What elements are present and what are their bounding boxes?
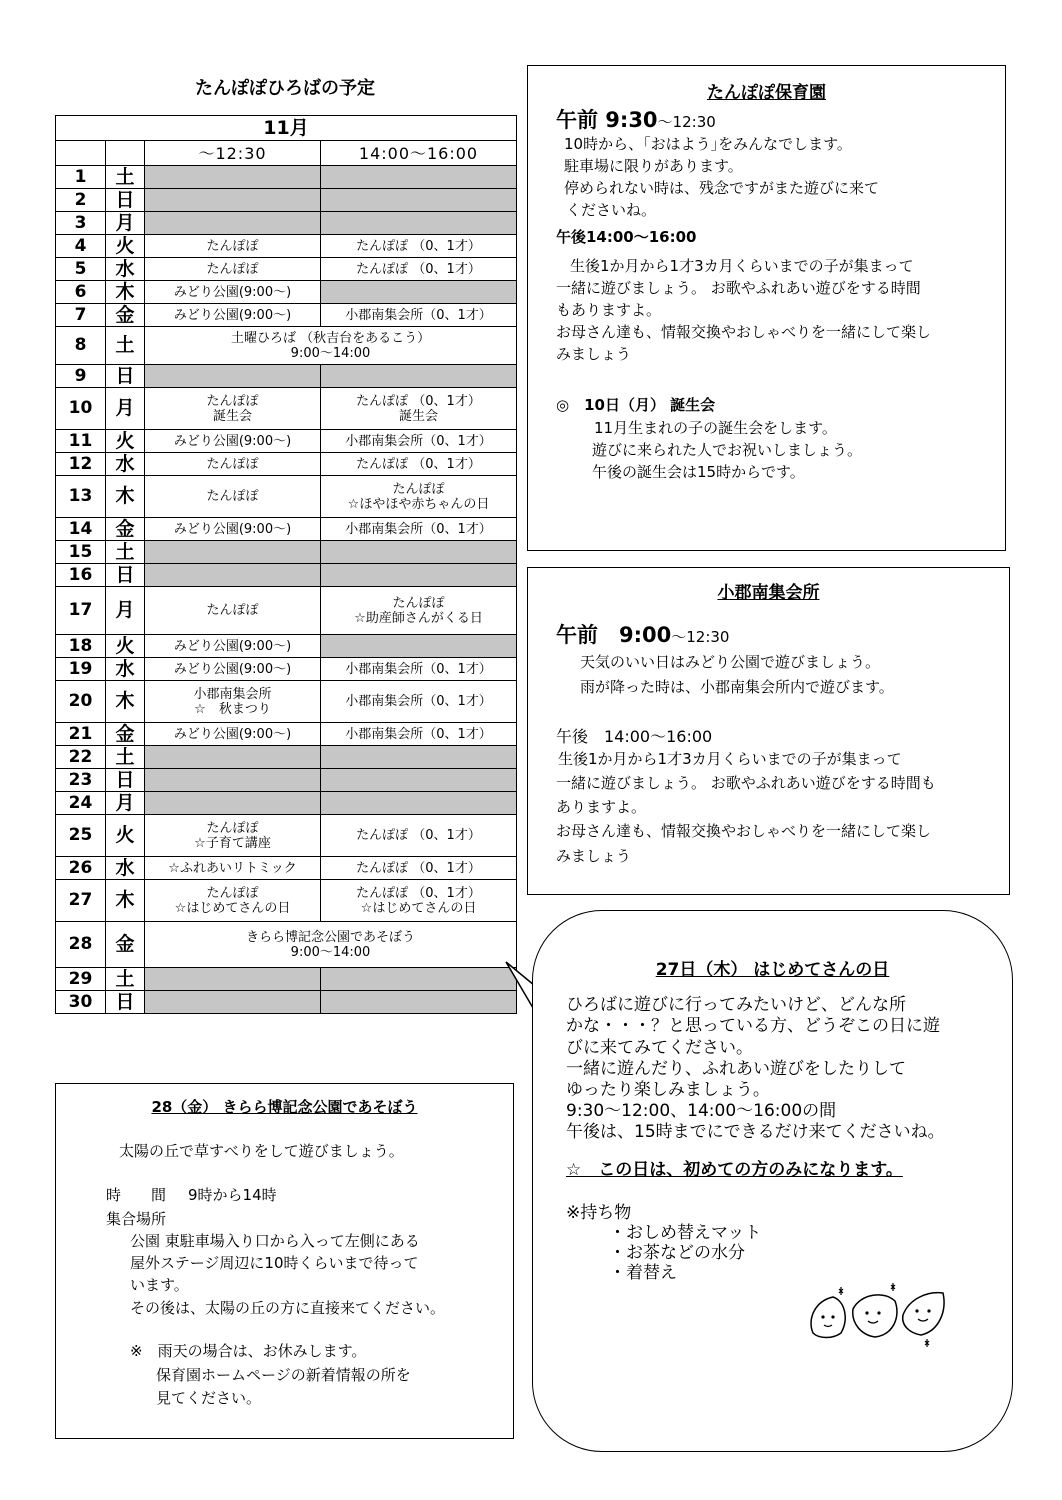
hajimete-item: ・お茶などの水分 xyxy=(609,1243,745,1263)
day-number: 15 xyxy=(56,541,106,564)
day-number: 22 xyxy=(56,746,106,769)
schedule-row xyxy=(56,792,517,815)
hoikuen-am-heading: 午前 9:30 xyxy=(556,108,658,132)
schedule-row xyxy=(56,453,517,476)
pm-activity: たんぽぽ （0、1才） xyxy=(321,235,517,258)
kirara-box xyxy=(55,1083,514,1439)
am-activity: みどり公園(9:00～) xyxy=(145,281,321,304)
pm-activity xyxy=(321,769,517,792)
am-activity: たんぽぽ ☆はじめてさんの日 xyxy=(145,880,321,922)
weekday: 金 xyxy=(106,922,145,968)
schedule-row xyxy=(56,235,517,258)
kirara-place-line: その後は、太陽の丘の方に直接来てください。 xyxy=(130,1299,446,1317)
day-number: 20 xyxy=(56,681,106,723)
weekday: 土 xyxy=(106,327,145,365)
shukaisho-am-heading: 午前 9:00 xyxy=(556,623,672,647)
hajimete-line: 9:30～12:00、14:00～16:00の間 xyxy=(566,1101,837,1121)
am-activity: たんぽぽ 誕生会 xyxy=(145,388,321,430)
am-activity xyxy=(145,541,321,564)
weekday: 火 xyxy=(106,815,145,857)
weekday: 金 xyxy=(106,518,145,541)
hajimete-bubble xyxy=(532,910,1013,1452)
weekday: 日 xyxy=(106,564,145,587)
schedule-row xyxy=(56,430,517,453)
kirara-time-row xyxy=(106,1184,277,1206)
pm-activity: たんぽぽ ☆ほやほや赤ちゃんの日 xyxy=(321,476,517,518)
day-number: 6 xyxy=(56,281,106,304)
weekday: 水 xyxy=(106,258,145,281)
kirara-place-line: 屋外ステージ周辺に10時くらいまで待って xyxy=(130,1254,419,1272)
weekday: 月 xyxy=(106,792,145,815)
schedule-row xyxy=(56,769,517,792)
hoikuen-pm-line: 生後1か月から1才3カ月くらいまでの子が集まって xyxy=(570,257,914,275)
hajimete-line: 午後は、15時までにできるだけ来てくださいね。 xyxy=(566,1122,945,1142)
weekday: 水 xyxy=(106,453,145,476)
am-activity xyxy=(145,968,321,991)
day-number: 16 xyxy=(56,564,106,587)
schedule-row xyxy=(56,991,517,1014)
am-activity: たんぽぽ ☆子育て講座 xyxy=(145,815,321,857)
weekday: 日 xyxy=(106,769,145,792)
leaf-character-middle-icon xyxy=(853,1295,897,1337)
hoikuen-title: たんぽぽ保育園 xyxy=(707,83,826,103)
hoikuen-pm-heading: 午後14:00～16:00 xyxy=(556,228,697,246)
schedule-row xyxy=(56,166,517,189)
am-activity: みどり公園(9:00～) xyxy=(145,518,321,541)
weekday: 金 xyxy=(106,723,145,746)
schedule-row xyxy=(56,587,517,635)
shukaisho-box xyxy=(527,567,1010,895)
am-activity: たんぽぽ xyxy=(145,453,321,476)
hajimete-title xyxy=(533,959,1012,981)
am-activity xyxy=(145,564,321,587)
day-number: 12 xyxy=(56,453,106,476)
pm-activity: たんぽぽ （0、1才） xyxy=(321,258,517,281)
pm-activity: 小郡南集会所（0、1才） xyxy=(321,430,517,453)
hajimete-line: ひろばに遊びに行ってみたいけど、どんな所 xyxy=(566,995,906,1015)
shukaisho-am-time: ～12:30 xyxy=(671,628,730,646)
am-activity: みどり公園(9:00～) xyxy=(145,635,321,658)
day-number: 21 xyxy=(56,723,106,746)
schedule-row xyxy=(56,564,517,587)
weekday: 月 xyxy=(106,388,145,430)
schedule-row xyxy=(56,968,517,991)
weekday: 月 xyxy=(106,212,145,235)
pm-activity: たんぽぽ （0、1才） xyxy=(321,815,517,857)
am-activity: みどり公園(9:00～) xyxy=(145,430,321,453)
schedule-row xyxy=(56,189,517,212)
am-activity: たんぽぽ xyxy=(145,476,321,518)
kirara-place-label: 集合場所 xyxy=(106,1210,167,1228)
am-activity xyxy=(145,769,321,792)
day-number: 18 xyxy=(56,635,106,658)
am-activity xyxy=(145,166,321,189)
hajimete-title-date: 27 xyxy=(655,960,680,980)
hoikuen-am-line: 停められない時は、残念ですがまた遊びに来て xyxy=(564,179,880,197)
schedule-row xyxy=(56,541,517,564)
am-activity xyxy=(145,792,321,815)
day-number: 28 xyxy=(56,922,106,968)
schedule-row xyxy=(56,476,517,518)
day-number: 17 xyxy=(56,587,106,635)
day-number: 2 xyxy=(56,189,106,212)
day-number: 13 xyxy=(56,476,106,518)
shukaisho-am-line: 雨が降った時は、小郡南集会所内で遊びます。 xyxy=(580,678,894,696)
pm-activity xyxy=(321,541,517,564)
pm-activity xyxy=(321,792,517,815)
pm-activity: 小郡南集会所（0、1才） xyxy=(321,518,517,541)
hoikuen-birthday-line: 午後の誕生会は15時からです。 xyxy=(592,463,805,481)
am-activity xyxy=(145,746,321,769)
day-number: 19 xyxy=(56,658,106,681)
schedule-row xyxy=(56,304,517,327)
am-activity xyxy=(145,189,321,212)
hajimete-line: びに来てみてください。 xyxy=(566,1038,753,1058)
pm-activity: 小郡南集会所（0、1才） xyxy=(321,681,517,723)
schedule-row xyxy=(56,212,517,235)
pm-activity: たんぽぽ （0、1才） ☆はじめてさんの日 xyxy=(321,880,517,922)
all-day-event: きらら博記念公園であそぼう 9:00～14:00 xyxy=(145,922,517,968)
weekday: 土 xyxy=(106,166,145,189)
day-number: 25 xyxy=(56,815,106,857)
pm-activity: 小郡南集会所（0、1才） xyxy=(321,304,517,327)
day-number: 5 xyxy=(56,258,106,281)
schedule-row xyxy=(56,658,517,681)
weekday: 水 xyxy=(106,658,145,681)
weekday: 土 xyxy=(106,541,145,564)
hoikuen-pm-line: 一緒に遊びましょう。 お歌やふれあい遊びをする時間 xyxy=(556,279,921,297)
hoikuen-am-line: くださいね。 xyxy=(566,201,657,219)
month-header: 11月 xyxy=(56,116,517,141)
am-activity: ☆ふれあいリトミック xyxy=(145,857,321,880)
day-number: 10 xyxy=(56,388,106,430)
pm-activity xyxy=(321,746,517,769)
shukaisho-pm-line: 生後1か月から1才3カ月くらいまでの子が集まって xyxy=(558,750,902,768)
weekday: 土 xyxy=(106,746,145,769)
schedule-title: たんぽぽひろばの予定 xyxy=(195,78,375,99)
hajimete-line: 一緒に遊んだり、ふれあい遊びをしたりして xyxy=(566,1059,906,1079)
hoikuen-pm-line: お母さん達も、情報交換やおしゃべりを一緒にして楽し xyxy=(556,323,932,341)
pm-activity xyxy=(321,365,517,388)
day-number: 11 xyxy=(56,430,106,453)
shukaisho-pm-line: 一緒に遊びましょう。 お歌やふれあい遊びをする時間も xyxy=(556,774,936,792)
kirara-rain-line: 保育園ホームページの新着情報の所を xyxy=(156,1366,411,1384)
weekday: 日 xyxy=(106,991,145,1014)
weekday: 木 xyxy=(106,476,145,518)
header-blank-weekday xyxy=(106,141,145,166)
column-header-pm: 14:00～16:00 xyxy=(321,141,517,166)
weekday: 水 xyxy=(106,857,145,880)
weekday: 木 xyxy=(106,880,145,922)
hoikuen-am-line: 駐車場に限りがあります。 xyxy=(564,157,743,175)
schedule-row xyxy=(56,327,517,365)
schedule-row xyxy=(56,365,517,388)
kirara-place-line: 公園 東駐車場入り口から入って左側にある xyxy=(130,1232,420,1250)
shukaisho-pm-line: みましょう xyxy=(556,847,632,865)
hajimete-title-text: 日（木） はじめてさんの日 xyxy=(679,960,890,980)
column-header-am: ～12:30 xyxy=(145,141,321,166)
weekday: 土 xyxy=(106,968,145,991)
am-activity: みどり公園(9:00～) xyxy=(145,304,321,327)
kirara-rain-heading: ※ 雨天の場合は、お休みします。 xyxy=(130,1342,367,1360)
hajimete-item: ・おしめ替えマット xyxy=(609,1223,762,1243)
pm-activity: たんぽぽ ☆助産師さんがくる日 xyxy=(321,587,517,635)
shukaisho-pm-line: ありますよ。 xyxy=(556,798,647,816)
am-activity: みどり公園(9:00～) xyxy=(145,723,321,746)
pm-activity xyxy=(321,189,517,212)
schedule-row xyxy=(56,281,517,304)
leaf-character-right-icon xyxy=(903,1293,944,1335)
am-activity xyxy=(145,991,321,1014)
weekday: 火 xyxy=(106,430,145,453)
hoikuen-pm-line: もありますよ。 xyxy=(556,301,662,319)
kirara-intro: 太陽の丘で草すべりをして遊びましょう。 xyxy=(119,1142,404,1160)
schedule-row xyxy=(56,857,517,880)
leaf-character-left-icon xyxy=(811,1297,845,1338)
schedule-row xyxy=(56,258,517,281)
pm-activity: たんぽぽ （0、1才） 誕生会 xyxy=(321,388,517,430)
kirara-place-line: います。 xyxy=(130,1276,189,1294)
am-activity: たんぽぽ xyxy=(145,587,321,635)
header-blank-day xyxy=(56,141,106,166)
hoikuen-am-time: ～12:30 xyxy=(657,113,716,131)
am-activity xyxy=(145,212,321,235)
pm-activity xyxy=(321,635,517,658)
am-activity: たんぽぽ xyxy=(145,235,321,258)
hajimete-line: かな・・・？と思っている方、どうぞこの日に遊 xyxy=(566,1016,940,1036)
pm-activity xyxy=(321,564,517,587)
schedule-row xyxy=(56,635,517,658)
shukaisho-title: 小郡南集会所 xyxy=(717,583,820,603)
hoikuen-box xyxy=(527,65,1006,551)
schedule-row xyxy=(56,815,517,857)
pm-activity: 小郡南集会所（0、1才） xyxy=(321,658,517,681)
schedule-row xyxy=(56,723,517,746)
weekday: 木 xyxy=(106,681,145,723)
am-activity: 小郡南集会所 ☆ 秋まつり xyxy=(145,681,321,723)
day-number: 9 xyxy=(56,365,106,388)
am-activity: たんぽぽ xyxy=(145,258,321,281)
hajimete-line: ゆったり楽しみましょう。 xyxy=(566,1080,770,1100)
kirara-time-value: 9時から14時 xyxy=(188,1186,277,1204)
leaf-characters-illustration xyxy=(805,1281,955,1351)
day-number: 26 xyxy=(56,857,106,880)
hajimete-item: ・着替え xyxy=(609,1263,677,1283)
pm-activity xyxy=(321,991,517,1014)
hajimete-note: ☆ この日は、初めての方のみになります。 xyxy=(566,1160,903,1180)
hoikuen-birthday-line: 11月生まれの子の誕生会をします。 xyxy=(594,419,837,437)
weekday: 火 xyxy=(106,235,145,258)
shukaisho-pm-line: お母さん達も、情報交換やおしゃべりを一緒にして楽し xyxy=(556,822,932,840)
pm-activity: 小郡南集会所（0、1才） xyxy=(321,723,517,746)
weekday: 日 xyxy=(106,189,145,212)
hoikuen-birthday-line: 遊びに来られた人でお祝いしましょう。 xyxy=(592,441,863,459)
schedule-row xyxy=(56,922,517,968)
schedule-row xyxy=(56,388,517,430)
day-number: 7 xyxy=(56,304,106,327)
all-day-event: 土曜ひろば （秋吉台をあるこう） 9:00～14:00 xyxy=(145,327,517,365)
pm-activity xyxy=(321,166,517,189)
weekday: 日 xyxy=(106,365,145,388)
pm-activity xyxy=(321,281,517,304)
day-number: 1 xyxy=(56,166,106,189)
kirara-rain-line: 見てください。 xyxy=(156,1389,262,1407)
schedule-row xyxy=(56,880,517,922)
schedule-table xyxy=(55,115,517,1014)
day-number: 4 xyxy=(56,235,106,258)
weekday: 金 xyxy=(106,304,145,327)
hajimete-items-heading: ※持ち物 xyxy=(566,1203,632,1223)
shukaisho-pm-heading: 午後 14:00～16:00 xyxy=(556,727,713,746)
day-number: 30 xyxy=(56,991,106,1014)
pm-activity xyxy=(321,212,517,235)
day-number: 23 xyxy=(56,769,106,792)
pm-activity: たんぽぽ （0、1才） xyxy=(321,453,517,476)
pm-activity: たんぽぽ （0、1才） xyxy=(321,857,517,880)
kirara-time-label: 時 間 xyxy=(106,1186,167,1204)
schedule-row xyxy=(56,518,517,541)
am-activity xyxy=(145,365,321,388)
shukaisho-am-line: 天気のいい日はみどり公園で遊びましょう。 xyxy=(580,653,881,671)
day-number: 3 xyxy=(56,212,106,235)
hoikuen-birthday-heading: ◎ 10日（月） 誕生会 xyxy=(556,396,716,414)
day-number: 29 xyxy=(56,968,106,991)
kirara-title: 28（金） きらら博記念公園であそぼう xyxy=(151,1098,418,1116)
am-activity: みどり公園(9:00～) xyxy=(145,658,321,681)
day-number: 27 xyxy=(56,880,106,922)
weekday: 火 xyxy=(106,635,145,658)
day-number: 24 xyxy=(56,792,106,815)
weekday: 木 xyxy=(106,281,145,304)
schedule-row xyxy=(56,681,517,723)
day-number: 14 xyxy=(56,518,106,541)
hoikuen-pm-line: みましょう xyxy=(556,345,632,363)
hoikuen-am-line: 10時から、｢おはよう｣をみんなでします。 xyxy=(564,135,852,153)
pm-activity xyxy=(321,968,517,991)
day-number: 8 xyxy=(56,327,106,365)
schedule-row xyxy=(56,746,517,769)
weekday: 月 xyxy=(106,587,145,635)
